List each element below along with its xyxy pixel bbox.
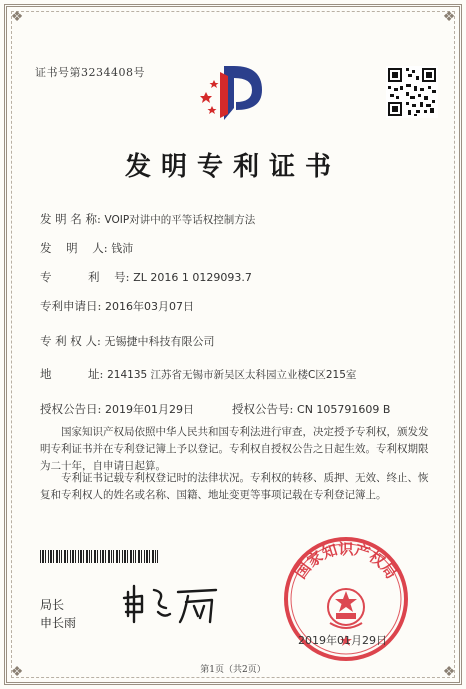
- corner-ornament-tr: ❖: [442, 9, 456, 25]
- grant-number-label: 授权公告号:: [232, 402, 294, 416]
- patent-number-label: 专 利 号:: [40, 270, 130, 284]
- director-name-label: 申长雨: [40, 616, 77, 630]
- seal-text: 国家知识产权局: [291, 540, 401, 583]
- invention-name-label: 发 明 名 称:: [40, 212, 101, 226]
- grant-date-row: [40, 401, 194, 417]
- patentee-row: [40, 333, 215, 349]
- inventor-label: 发 明 人:: [40, 241, 108, 255]
- address-row: [40, 366, 356, 382]
- address-value: 214135 江苏省无锡市新吴区太科园立业楼C区215室: [107, 369, 357, 381]
- corner-ornament-bl: ❖: [10, 664, 24, 680]
- filing-date-row: [40, 298, 194, 314]
- patent-number-value: ZL 2016 1 0129093.7: [133, 271, 252, 284]
- certificate-title: 发明专利证书: [124, 152, 341, 182]
- invention-name-row: [40, 211, 255, 227]
- cnipa-logo-icon: [196, 58, 268, 126]
- director-title-label: 局长: [40, 598, 65, 612]
- invention-name-value: VOIP对讲中的平等话权控制方法: [104, 214, 256, 226]
- inventor-value: 钱沛: [111, 242, 134, 255]
- patentee-label: 专 利 权 人:: [40, 334, 101, 348]
- grant-number-value: CN 105791609 B: [297, 403, 391, 416]
- statement-paragraph-2: 专利证书记载专利权登记时的法律状况。专利权的转移、质押、无效、终止、恢复和专利权人的姓名或名称、国籍、地址变更等事项记载在专利登记簿上。: [40, 472, 429, 501]
- qr-code-icon: [386, 66, 438, 118]
- patentee-value: 无锡捷中科技有限公司: [104, 335, 215, 348]
- grant-date-label: 授权公告日:: [40, 402, 102, 416]
- seal-date: 2019年01月29日: [298, 634, 387, 647]
- filing-date-value: 2016年03月07日: [105, 300, 195, 313]
- svg-text:国家知识产权局: [291, 540, 400, 582]
- certificate-number: 证书号第3234408号: [35, 66, 145, 79]
- seal-text-container: [282, 540, 410, 610]
- inventor-row: [40, 240, 133, 256]
- page-footer: 第1页（共2页）: [200, 665, 266, 675]
- statement-paragraph-1: 国家知识产权局依照中华人民共和国专利法进行审查，决定授予专利权，颁发发明专利证书并在专利登记簿上予以登记。专利权自授权公告之日起生效。专利权期限为二十年，自申请日起算。: [40, 426, 429, 472]
- corner-ornament-tl: ❖: [10, 9, 24, 25]
- grant-date-value: 2019年01月29日: [105, 403, 195, 416]
- director-signature: [120, 578, 230, 628]
- seal-text-arc: [282, 540, 410, 610]
- patent-number-row: [40, 269, 252, 285]
- filing-date-label: 专利申请日:: [40, 299, 102, 313]
- corner-ornament-br: ❖: [442, 664, 456, 680]
- address-label: 地 址:: [40, 367, 104, 381]
- barcode-icon: [40, 550, 158, 563]
- grant-number-row: [232, 401, 390, 417]
